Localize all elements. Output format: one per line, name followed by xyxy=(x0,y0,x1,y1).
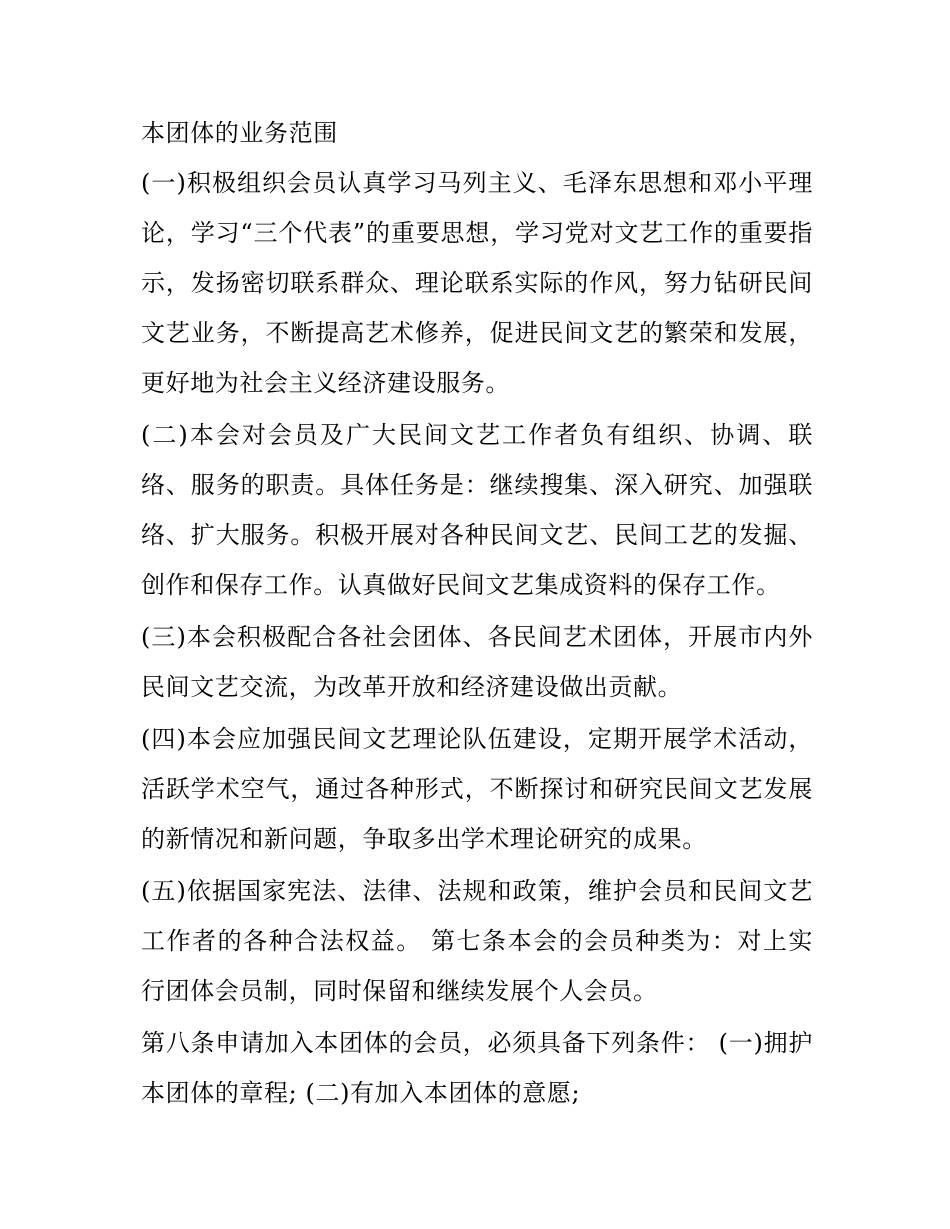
paragraph-business-1: (一)积极组织会员认真学习马列主义、毛泽东思想和邓小平理论，学习“三个代表”的重要思想，学习党对文艺工作的重要指示，发扬密切联系群众、理论联系实际的作风，努力钻研民间文艺业务，不断提高艺术修养，促进民间文艺的繁荣和发展，更好地为社会主义经济建设服务。 xyxy=(141,169,813,397)
paragraph-article-8: 第八条申请加入本团体的会员，必须具备下列条件： (一)拥护本团体的章程; (二)有加入本团体的意愿; xyxy=(141,1029,813,1107)
paragraph-business-2: (二)本会对会员及广大民间文艺工作者负有组织、协调、联络、服务的职责。具体任务是：继续搜集、深入研究、加强联络、扩大服务。积极开展对各种民间文艺、民间工艺的发掘、创作和保存工作。认真做好民间文艺集成资料的保存工作。 xyxy=(141,421,813,599)
paragraph-business-3: (三)本会积极配合各社会团体、各民间艺术团体，开展市内外民间文艺交流，为改革开放和经济建设做出贡献。 xyxy=(141,623,813,701)
paragraph-business-5: (五)依据国家宪法、法律、法规和政策，维护会员和民间文艺工作者的各种合法权益。 第七条本会的会员种类为：对上实行团体会员制，同时保留和继续发展个人会员。 xyxy=(141,877,813,1005)
section-heading: 本团体的业务范围 xyxy=(141,119,338,147)
document-body xyxy=(141,108,813,1120)
paragraph-business-4: (四)本会应加强民间文艺理论队伍建设，定期开展学术活动，活跃学术空气，通过各种形式，不断探讨和研究民间文艺发展的新情况和新问题，争取多出学术理论研究的成果。 xyxy=(141,725,813,853)
